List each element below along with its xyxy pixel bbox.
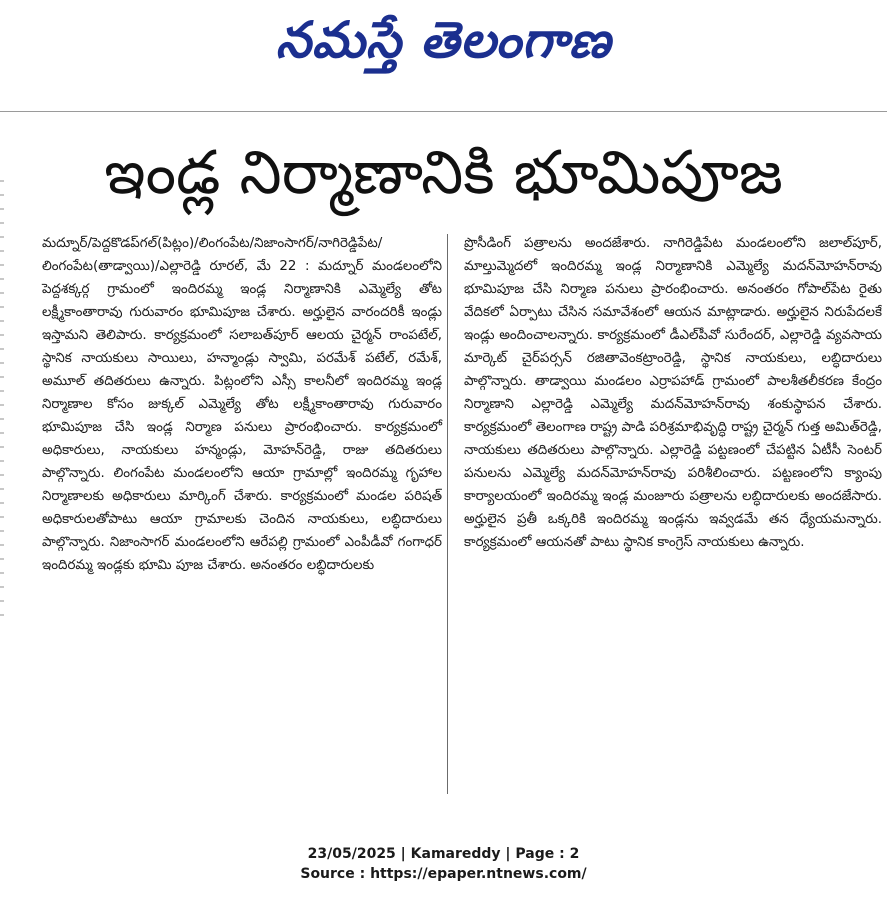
footer-meta: [0, 846, 887, 862]
column-divider: [447, 234, 448, 794]
article-column-right: ప్రొసీడింగ్ పత్రాలను అందజేశారు. నాగిరెడ్డిపేట మండలంలోని జలాల్‌పూర్, మాల్తుమ్మెదలో ఇందిరమ్మ ఇండ్ల నిర్మాణానికి ఎమ్మెల్యే మదన్‌మోహన్‌రావు భూమిపూజ చేసి నిర్మాణ పనులు ప్రారంభించారు. అనంతరం గోపాల్‌పేట రైతు వేదికలో ఏర్పాటు చేసిన సమావేశంలో ఆయన మాట్లాడారు. అర్హులైన నిరుపేదలకే ఇండ్లు అందించాలన్నారు. కార్యక్రమంలో డీఎల్‌పీవో సురేందర్, ఎల్లారెడ్డి వ్యవసాయ మార్కెట్ చైర్‌పర్సన్ రజితావెంకట్రాంరెడ్డి, స్థానిక నాయకులు, లబ్ధిదారులు పాల్గొన్నారు. తాడ్వాయి మండలం ఎర్రాపహాడ్ గ్రామంలో పాలశీతలీకరణ కేంద్రం నిర్మాణాని ఎల్లారెడ్డి ఎమ్మెల్యే మదన్‌మోహన్‌రావు శంకుస్థాపన చేశారు. కార్యక్రమంలో తెలంగాణ రాష్ట్ర పాడి పరిశ్రమాభివృద్ధి రాష్ట్ర చైర్మన్ గుత్త అమిత్‌రెడ్డి, నాయకులు తదితరులు పాల్గొన్నారు. ఎల్లారెడ్డి పట్టణంలో చేపట్టిన ఏటీసీ సెంటర్ పనులను ఎమ్మెల్యే మదన్‌మోహన్‌రావు పరిశీలించారు. పట్టణంలోని క్యాంపు కార్యాలయంలో ఇందిరమ్మ ఇండ్ల మంజూరు పత్రాలను లబ్ధిదారులకు అందజేసారు. అర్హులైన ప్రతీ ఒక్కరికి ఇందిరమ్మ ఇండ్లను ఇవ్వడమే తన ధ్యేయమన్నారు. కార్యక్రమంలో ఆయనతో పాటు స్థానిక కాంగ్రెస్ నాయకులు ఉన్నారు.: [464, 236, 882, 550]
scan-edge-marks: [0, 180, 4, 620]
top-divider: [0, 111, 887, 112]
footer-source-text: Source : https://epaper.ntnews.com/: [300, 866, 587, 882]
footer-meta-text: 23/05/2025 | Kamareddy | Page : 2: [307, 846, 580, 862]
masthead-logo: నమస్తే తెలంగాణ: [275, 11, 612, 69]
footer-source: [0, 866, 887, 882]
article-headline: ఇండ్ల నిర్మాణానికి భూమిపూజ: [104, 138, 783, 208]
article-column-left: మద్నూర్/పెద్దకొడప్‌గల్(పిట్లం)/లింగంపేట/నిజాంసాగర్/నాగిరెడ్డిపేట/లింగంపేట(తాడ్వాయి)/ఎల్లారెడ్డి రూరల్, మే 22 : మద్నూర్ మండలంలోని పెద్దశక్కర్గ గ్రామంలో ఇందిరమ్మ ఇండ్ల నిర్మాణానికి ఎమ్మెల్యే తోట లక్ష్మీకాంతారావు గురువారం భూమిపూజ చేశారు. అర్హులైన వారందరికీ ఇండ్లు ఇస్తామని తెలిపారు. కార్యక్రమంలో సలాబత్‌పూర్ ఆలయ చైర్మన్ రాంపటేల్, స్థానిక నాయకులు సాయిలు, హన్మాండ్లు స్వామి, పరమేశ్ పటేల్, రమేశ్, అమూల్ తదితరులు ఉన్నారు. పిట్లంలోని ఎస్సీ కాలనీలో ఇందిరమ్మ ఇండ్ల నిర్మాణాల కోసం జుక్కల్ ఎమ్మెల్యే తోట లక్ష్మీకాంతారావు గురువారం భూమిపూజ చేసి ఇండ్ల నిర్మాణ పనులు ప్రారంభించారు. కార్యక్రమంలో అధికారులు, నాయకులు హన్మండ్లు, మోహన్‌రెడ్డి, రాజు తదితరులు పాల్గొన్నారు. లింగంపేట మండలంలోని ఆయా గ్రామాల్లో ఇందిరమ్మ గృహాల నిర్మాణాలకు అధికారులు మార్కింగ్ చేశారు. కార్యక్రమంలో మండల పరిషత్ అధికారులతోపాటు ఆయా గ్రామాలకు చెందిన నాయకులు, లబ్ధిదారులు పాల్గొన్నారు. నిజాంసాగర్ మండలంలోని ఆరేపల్లి గ్రామంలో ఎంపీడీవో గంగాధర్ ఇందిరమ్మ ఇండ్లకు భూమి పూజ చేశారు. అనంతరం లబ్ధిదారులకు: [42, 236, 442, 573]
